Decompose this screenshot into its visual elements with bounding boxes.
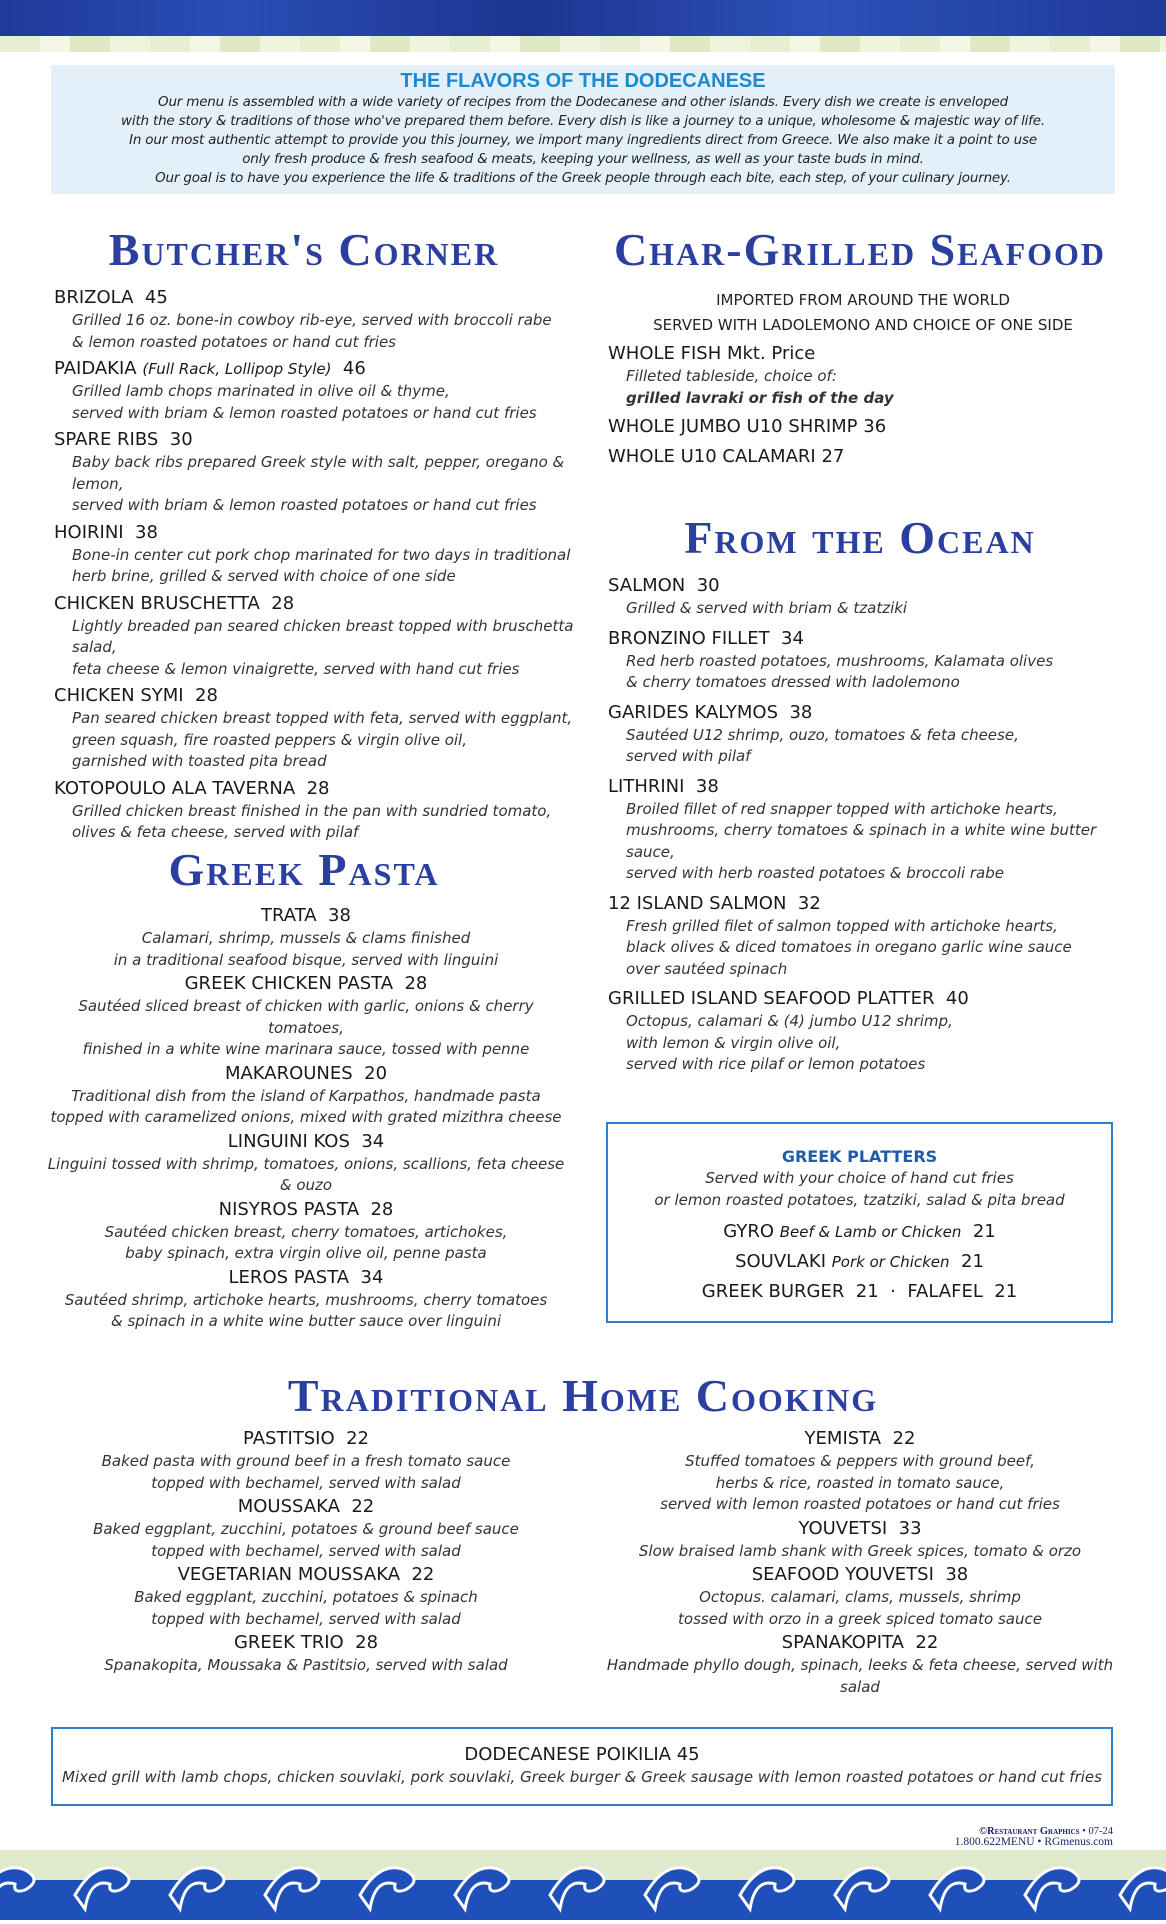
item-name: PASTITSIO 22 — [243, 1428, 369, 1449]
item-name: LINGUINI KOS 34 — [227, 1130, 385, 1152]
menu-item — [40, 904, 572, 971]
intro-line: with the story & traditions of those who've prepared them before. Every dish is like a journey to a unique, wholesome & majestic way of life. — [121, 113, 1045, 129]
seafood-subtitle: IMPORTED FROM AROUND THE WORLD — [716, 291, 1010, 309]
item-description: served with rice pilaf or lemon potatoes — [626, 1055, 926, 1073]
top-mosaic-band — [0, 36, 1166, 52]
item-description: topped with bechamel, served with salad — [151, 1609, 461, 1628]
item-name: TRATA 38 — [261, 905, 351, 926]
item-name: WHOLE FISH Mkt. Price — [608, 343, 816, 364]
menu-item — [54, 286, 594, 353]
item-description: Octopus, calamari & (4) jumbo U12 shrimp, — [626, 1012, 953, 1030]
restaurant-graphics-credit — [955, 1826, 1113, 1848]
item-name: GREEK TRIO 28 — [233, 1632, 379, 1653]
item-description: & spinach in a white wine butter sauce over linguini — [111, 1312, 501, 1330]
intro-line: Our goal is to have you experience the life & traditions of the Greek people through each bite, each step, of your culinary journey. — [155, 170, 1011, 186]
menu-item — [608, 892, 1128, 981]
item-description: Handmade phyllo dough, spinach, leeks & feta cheese, served with salad — [606, 1656, 1114, 1696]
menu-item — [40, 1130, 572, 1197]
item-note: (Full Rack, Lollipop Style) — [142, 360, 332, 378]
menu-item — [54, 592, 594, 681]
intro-line: Our menu is assembled with a wide variety of recipes from the Dodecanese and other islands. Every dish we create is enveloped — [158, 94, 1008, 110]
item-name: BRIZOLA 45 — [54, 287, 168, 308]
item-name: LITHRINI 38 — [608, 775, 719, 797]
item-description: herb brine, grilled & served with choice of one side — [72, 567, 456, 585]
item-description: olives & feta cheese, served with pilaf — [72, 823, 359, 841]
intro-title: THE FLAVORS OF THE DODECANESE — [400, 70, 766, 92]
menu-item — [590, 1631, 1130, 1698]
item-description: garnished with toasted pita bread — [72, 752, 327, 770]
platters-description: or lemon roasted potatoes, tzatziki, salad & pita bread — [654, 1190, 1065, 1209]
item-description: Fresh grilled filet of salmon topped with artichoke hearts, — [626, 916, 1058, 935]
credit-contact: 1.800.622MENU • RGmenus.com — [954, 1836, 1113, 1848]
menu-item — [608, 342, 1118, 409]
item-name: SPANAKOPITA 22 — [781, 1632, 939, 1653]
menu-item — [40, 1198, 572, 1265]
menu-item — [54, 521, 594, 588]
intro-line: In our most authentic attempt to provide you this journey, we import many ingredients direct from Greece. We also make it a point to use — [129, 132, 1037, 148]
intro-line: only fresh produce & fresh seafood & meats, keeping your wellness, as well as your taste buds in mind. — [242, 151, 924, 167]
seafood-list — [608, 288, 1118, 472]
item-name: MAKAROUNES 20 — [224, 1062, 388, 1084]
item-name: BRONZINO FILLET 34 — [608, 627, 804, 649]
item-description: mushrooms, cherry tomatoes & spinach in a white wine butter sauce, — [626, 821, 1097, 861]
item-description: Spanakopita, Moussaka & Pastitsio, served with salad — [104, 1656, 508, 1674]
item-name: SOUVLAKI — [735, 1251, 827, 1272]
item-description: with lemon & virgin olive oil, — [626, 1033, 841, 1052]
item-description: Traditional dish from the island of Karpathos, handmade pasta — [71, 1086, 541, 1105]
ocean-list — [608, 574, 1128, 1083]
item-name: SPARE RIBS 30 — [54, 429, 193, 450]
item-description: Octopus. calamari, clams, mussels, shrimp — [699, 1588, 1021, 1606]
item-name: 12 ISLAND SALMON 32 — [608, 892, 821, 914]
item-description: topped with bechamel, served with salad — [151, 1541, 461, 1560]
item-price: 21 — [961, 1251, 984, 1272]
platter-gyro — [608, 1217, 1111, 1247]
item-description: grilled lavraki or fish of the day — [626, 388, 894, 407]
poikilia-box — [51, 1727, 1113, 1806]
item-description: Sautéed shrimp, artichoke hearts, mushrooms, cherry tomatoes — [64, 1290, 548, 1309]
wave-pattern-icon — [0, 1850, 1166, 1920]
item-description: Lightly breaded pan seared chicken breast topped with bruschetta salad, — [72, 616, 574, 656]
item-name: SALMON 30 — [608, 575, 720, 596]
item-name: KOTOPOULO ALA TAVERNA 28 — [54, 777, 330, 799]
item-name: YOUVETSI 33 — [798, 1517, 922, 1539]
item-description: topped with caramelized onions, mixed with grated mizithra cheese — [50, 1108, 562, 1126]
item-name: GRILLED ISLAND SEAFOOD PLATTER 40 — [608, 988, 969, 1009]
item-description: feta cheese & lemon vinaigrette, served with hand cut fries — [72, 659, 520, 678]
menu-item — [56, 1631, 556, 1677]
item-description: Grilled 16 oz. bone-in cowboy rib-eye, served with broccoli rabe — [72, 311, 552, 329]
item-description: green squash, fire roasted peppers & virgin olive oil, — [72, 730, 467, 749]
item-description: Broiled fillet of red snapper topped with artichoke hearts, — [626, 799, 1058, 818]
item-description: baby spinach, extra virgin olive oil, penne pasta — [125, 1244, 487, 1262]
item-name: GREEK CHICKEN PASTA 28 — [184, 973, 428, 994]
top-decorative-band — [0, 0, 1166, 36]
item-description: herbs & rice, roasted in tomato sauce, — [715, 1473, 1005, 1492]
menu-item — [608, 701, 1128, 768]
item-description: tossed with orzo in a greek spiced tomato sauce — [678, 1609, 1042, 1628]
item-description: Slow braised lamb shank with Greek spices, tomato & orzo — [638, 1541, 1082, 1560]
menu-item — [608, 627, 1128, 694]
menu-item — [608, 987, 1128, 1076]
menu-item — [40, 972, 572, 1061]
item-description: Linguini tossed with shrimp, tomatoes, onions, scallions, feta cheese & ouzo — [47, 1154, 565, 1194]
item-name-text: PAIDAKIA — [54, 358, 137, 379]
menu-item — [590, 1517, 1130, 1563]
item-name: SEAFOOD YOUVETSI 38 — [751, 1564, 969, 1585]
item-name: YEMISTA 22 — [804, 1428, 916, 1449]
ocean-heading: From the Ocean — [684, 512, 1036, 563]
item-description: Pan seared chicken breast topped with feta, served with eggplant, — [72, 709, 573, 727]
item-name — [54, 357, 594, 381]
item-description: over sautéed spinach — [626, 959, 788, 978]
menu-item — [590, 1427, 1130, 1516]
item-name: CHICKEN SYMI 28 — [54, 685, 218, 706]
platters-title: GREEK PLATTERS — [781, 1147, 938, 1166]
item-name: LEROS PASTA 34 — [228, 1266, 384, 1288]
item-description: Red herb roasted potatoes, mushrooms, Kalamata olives — [626, 651, 1054, 670]
platter-burger-falafel: GREEK BURGER 21 · FALAFEL 21 — [701, 1281, 1018, 1302]
menu-item — [56, 1427, 556, 1494]
item-description: Sautéed chicken breast, cherry tomatoes, artichokes, — [104, 1222, 508, 1241]
item-name: VEGETARIAN MOUSSAKA 22 — [177, 1564, 435, 1585]
menu-item — [54, 777, 594, 844]
menu-item — [608, 415, 1118, 439]
menu-item — [590, 1563, 1130, 1630]
credit-logo: ©Restaurant Graphics — [979, 1826, 1080, 1837]
menu-item — [56, 1495, 556, 1562]
menu-item — [54, 357, 594, 424]
pasta-list — [40, 904, 572, 1334]
item-description: served with pilaf — [626, 747, 751, 765]
item-description: Stuffed tomatoes & peppers with ground beef, — [685, 1452, 1035, 1470]
item-description: Grilled & served with briam & tzatziki — [626, 599, 908, 617]
item-description: Grilled lamb chops marinated in olive oil & thyme, — [72, 382, 450, 400]
menu-item — [40, 1062, 572, 1129]
menu-item — [54, 684, 594, 773]
item-name: MOUSSAKA 22 — [237, 1496, 375, 1517]
item-description: Baked eggplant, zucchini, potatoes & ground beef sauce — [93, 1520, 519, 1538]
item-name: DODECANESE POIKILIA 45 — [464, 1744, 700, 1765]
pasta-heading: Greek Pasta — [168, 844, 440, 895]
seafood-heading: Char-Grilled Seafood — [613, 224, 1107, 275]
item-description: served with briam & lemon roasted potatoes or hand cut fries — [72, 496, 537, 514]
item-description: served with herb roasted potatoes & broccoli rabe — [626, 864, 1004, 882]
item-description: Filleted tableside, choice of: — [626, 367, 837, 385]
platters-description: Served with your choice of hand cut fries — [705, 1169, 1014, 1187]
item-description: Baby back ribs prepared Greek style with salt, pepper, oregano & lemon, — [72, 453, 565, 493]
item-note: Pork or Chicken — [831, 1253, 950, 1271]
item-name: NISYROS PASTA 28 — [218, 1198, 394, 1220]
wave-border — [0, 1850, 1166, 1920]
item-description: in a traditional seafood bisque, served with linguini — [113, 950, 499, 969]
item-price: 46 — [342, 358, 366, 379]
item-description: topped with bechamel, served with salad — [151, 1473, 461, 1492]
item-description: & cherry tomatoes dressed with ladolemono — [626, 673, 960, 691]
item-name: GYRO — [723, 1221, 774, 1242]
item-name: WHOLE JUMBO U10 SHRIMP 36 — [608, 416, 887, 437]
platter-souvlaki — [608, 1247, 1111, 1277]
item-description: Bone-in center cut pork chop marinated for two days in traditional — [72, 545, 571, 564]
seafood-subtitle: SERVED WITH LADOLEMONO AND CHOICE OF ONE SIDE — [653, 316, 1073, 334]
butcher-list — [54, 286, 594, 848]
home-left-list — [56, 1427, 556, 1678]
home-cooking-heading: Traditional Home Cooking — [287, 1370, 879, 1421]
item-description: finished in a white wine marinara sauce, tossed with penne — [82, 1040, 530, 1058]
menu-item — [54, 428, 594, 517]
item-description: Sautéed U12 shrimp, ouzo, tomatoes & feta cheese, — [626, 725, 1019, 744]
item-description: & lemon roasted potatoes or hand cut fries — [72, 332, 396, 351]
item-name: CHICKEN BRUSCHETTA 28 — [54, 592, 295, 614]
item-description: Baked pasta with ground beef in a fresh tomato sauce — [101, 1452, 511, 1470]
item-description: Baked eggplant, zucchini, potatoes & spinach — [134, 1588, 478, 1606]
item-name: WHOLE U10 CALAMARI 27 — [608, 446, 845, 467]
menu-item — [56, 1563, 556, 1630]
item-description: Mixed grill with lamb chops, chicken souvlaki, pork souvlaki, Greek burger & Greek sausage with lemon roasted potatoes or hand cut fries — [62, 1768, 1102, 1786]
menu-item — [608, 574, 1128, 620]
greek-platters-box — [606, 1122, 1113, 1323]
item-description: Calamari, shrimp, mussels & clams finished — [141, 929, 471, 947]
item-name: GARIDES KALYMOS 38 — [608, 701, 813, 723]
menu-item — [608, 445, 1118, 469]
item-description: served with briam & lemon roasted potatoes or hand cut fries — [72, 403, 537, 422]
credit-date: • 07-24 — [1082, 1826, 1113, 1837]
item-description: served with lemon roasted potatoes or hand cut fries — [660, 1495, 1060, 1513]
item-description: black olives & diced tomatoes in oregano garlic wine sauce — [626, 938, 1072, 956]
intro-box — [51, 65, 1115, 194]
menu-item — [608, 775, 1128, 885]
menu-item — [40, 1266, 572, 1333]
item-description: Sautéed sliced breast of chicken with garlic, onions & cherry tomatoes, — [78, 997, 534, 1037]
butcher-heading: Butcher's Corner — [108, 224, 500, 275]
home-right-list — [590, 1427, 1130, 1699]
item-description: Grilled chicken breast finished in the pan with sundried tomato, — [72, 801, 552, 820]
item-price: 21 — [972, 1221, 996, 1242]
item-note: Beef & Lamb or Chicken — [779, 1223, 962, 1241]
item-name: HOIRINI 38 — [54, 521, 158, 543]
